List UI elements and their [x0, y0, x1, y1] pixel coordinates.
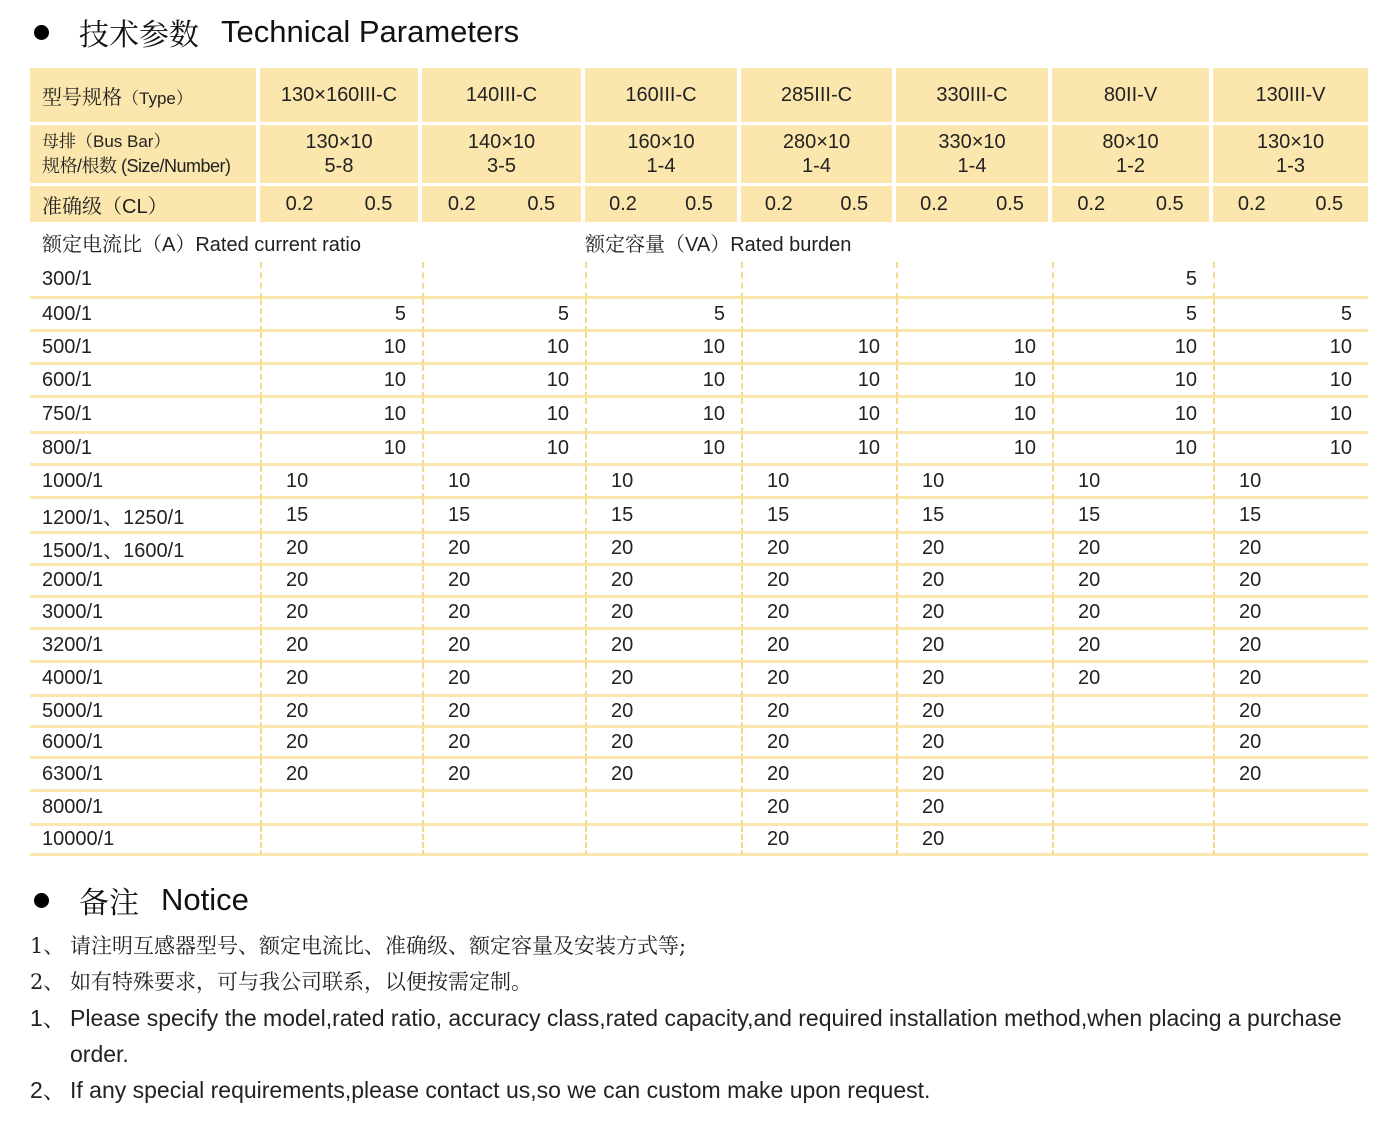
- burden-value: 10: [741, 434, 896, 466]
- burden-value: [422, 826, 585, 856]
- burden-value: 5: [585, 299, 741, 332]
- burden-value: 20: [422, 697, 585, 728]
- busbar-label: [30, 125, 260, 186]
- burden-value: 20: [1213, 759, 1368, 792]
- burden-value: 15: [260, 499, 422, 534]
- table-row: [30, 365, 1368, 398]
- busbar-cell: [260, 125, 422, 186]
- burden-value: 10: [1052, 332, 1213, 365]
- burden-value: 10: [585, 466, 741, 499]
- model-type: 140III-C: [422, 68, 585, 125]
- table-row: [30, 398, 1368, 434]
- table-row: [30, 826, 1368, 856]
- burden-value: [1213, 826, 1368, 856]
- technical-parameters-heading: [34, 10, 519, 54]
- cl-row: [30, 186, 1368, 222]
- rated-current-ratio-label: 额定电流比（A）Rated current ratio: [42, 233, 361, 256]
- model-type: 330III-C: [896, 68, 1052, 125]
- burden-value: 20: [585, 728, 741, 759]
- cl-value: 0.2: [447, 192, 476, 215]
- burden-value: 10: [1213, 466, 1368, 499]
- burden-value: 10: [896, 434, 1052, 466]
- cl-value: 0.2: [1237, 192, 1266, 215]
- burden-value: 10: [1213, 398, 1368, 434]
- cl-values: [260, 193, 418, 216]
- burden-value: 10: [260, 365, 422, 398]
- burden-value: 10: [422, 466, 585, 499]
- burden-value: 20: [896, 663, 1052, 697]
- model-type: 80II-V: [1052, 68, 1213, 125]
- busbar-row: [30, 125, 1368, 186]
- current-ratio: 3200/1: [30, 630, 260, 663]
- current-ratio: 4000/1: [30, 663, 260, 697]
- busbar-number: 1-3: [1276, 155, 1305, 177]
- model-type: 160III-C: [585, 68, 741, 125]
- burden-value: 20: [1213, 534, 1368, 566]
- cl-cell: [585, 186, 741, 222]
- note-number: 1、: [30, 1005, 66, 1031]
- burden-value: 20: [741, 534, 896, 566]
- cl-value: 0.2: [285, 192, 314, 215]
- burden-value: 20: [896, 792, 1052, 826]
- busbar-size: 280×10: [782, 131, 851, 153]
- type-label-cn: 型号规格: [42, 86, 122, 109]
- burden-value: 20: [422, 598, 585, 630]
- table-row: [30, 566, 1368, 598]
- burden-value: [1052, 697, 1213, 728]
- busbar-cell: [422, 125, 585, 186]
- model-type: 130III-V: [1213, 68, 1368, 125]
- burden-value: [1052, 826, 1213, 856]
- model-type: 130×160III-C: [260, 68, 422, 125]
- burden-value: 20: [422, 534, 585, 566]
- burden-value: 20: [1213, 630, 1368, 663]
- cl-value: 0.2: [920, 192, 948, 215]
- busbar-cell: [896, 125, 1052, 186]
- cl-cell: [896, 186, 1052, 222]
- burden-value: 10: [896, 332, 1052, 365]
- bullet-icon: [34, 25, 49, 40]
- burden-value: 10: [1052, 365, 1213, 398]
- type-row: [30, 68, 1368, 125]
- current-ratio: 750/1: [30, 398, 260, 434]
- current-ratio: 400/1: [30, 299, 260, 332]
- current-ratio: 600/1: [30, 365, 260, 398]
- bullet-icon: [34, 893, 49, 908]
- burden-value: 20: [896, 598, 1052, 630]
- burden-value: 20: [896, 534, 1052, 566]
- burden-value: [585, 792, 741, 826]
- burden-value: 10: [260, 434, 422, 466]
- burden-value: 20: [1052, 534, 1213, 566]
- burden-value: 20: [741, 792, 896, 826]
- cl-values: [1213, 193, 1368, 216]
- cl-values: [1052, 193, 1209, 216]
- burden-value: 20: [260, 663, 422, 697]
- current-ratio: 800/1: [30, 434, 260, 466]
- burden-value: 20: [896, 630, 1052, 663]
- burden-value: 10: [741, 398, 896, 434]
- notes-list: [30, 928, 1370, 1108]
- burden-value: [1213, 792, 1368, 826]
- burden-value: 20: [896, 826, 1052, 856]
- burden-value: 10: [260, 398, 422, 434]
- burden-value: [896, 262, 1052, 299]
- burden-value: [1052, 759, 1213, 792]
- burden-value: 20: [1213, 566, 1368, 598]
- burden-value: 20: [260, 566, 422, 598]
- current-ratio: 2000/1: [30, 566, 260, 598]
- burden-value: 20: [260, 598, 422, 630]
- note-item: [30, 964, 1370, 1000]
- busbar-label-line2: 规格/根数 (Size/Number): [42, 156, 231, 176]
- heading-cn: 备注: [79, 886, 139, 921]
- current-ratio: 5000/1: [30, 697, 260, 728]
- cl-values: [585, 193, 737, 216]
- cl-cell: [260, 186, 422, 222]
- burden-value: 20: [896, 759, 1052, 792]
- notice-heading: [34, 878, 249, 922]
- table-row: [30, 499, 1368, 534]
- busbar-number: 1-4: [802, 155, 831, 177]
- burden-value: 20: [896, 566, 1052, 598]
- burden-value: 5: [422, 299, 585, 332]
- burden-value: [260, 792, 422, 826]
- note-text: If any special requirements,please contact us,so we can custom make upon request.: [70, 1077, 931, 1103]
- burden-value: 20: [741, 728, 896, 759]
- current-ratio: 1200/1、1250/1: [30, 499, 260, 534]
- burden-value: 20: [1213, 598, 1368, 630]
- busbar-size: 330×10: [938, 131, 1006, 153]
- table-row: [30, 759, 1368, 792]
- busbar-size: 140×10: [467, 131, 536, 153]
- burden-value: 10: [1213, 332, 1368, 365]
- note-text: 如有特殊要求，可与我公司联系，以便按需定制。: [70, 970, 532, 994]
- burden-value: [1052, 792, 1213, 826]
- busbar-size: 160×10: [627, 131, 695, 153]
- heading-en: Notice: [161, 882, 249, 917]
- cl-value: 0.5: [996, 192, 1024, 215]
- note-number: 1、: [30, 934, 65, 958]
- table-row: [30, 534, 1368, 566]
- burden-value: 20: [896, 728, 1052, 759]
- burden-value: 10: [896, 466, 1052, 499]
- burden-value: 20: [1052, 566, 1213, 598]
- burden-value: 10: [585, 332, 741, 365]
- burden-value: 20: [1213, 728, 1368, 759]
- busbar-cell: [1052, 125, 1213, 186]
- cl-value: 0.5: [840, 192, 869, 215]
- burden-value: 10: [260, 466, 422, 499]
- burden-value: 15: [585, 499, 741, 534]
- current-ratio: 1000/1: [30, 466, 260, 499]
- burden-value: 15: [1213, 499, 1368, 534]
- burden-value: [422, 792, 585, 826]
- burden-value: 20: [422, 566, 585, 598]
- note-number: 2、: [30, 1077, 66, 1103]
- burden-value: 20: [741, 826, 896, 856]
- current-ratio: 3000/1: [30, 598, 260, 630]
- burden-value: [741, 262, 896, 299]
- burden-value: 20: [260, 534, 422, 566]
- burden-value: 20: [1052, 598, 1213, 630]
- type-label: [30, 68, 260, 125]
- burden-value: 10: [422, 434, 585, 466]
- burden-value: 10: [1213, 365, 1368, 398]
- burden-value: 20: [585, 759, 741, 792]
- burden-value: [260, 262, 422, 299]
- parameters-table: [30, 68, 1368, 856]
- table-row: [30, 697, 1368, 728]
- burden-value: [422, 262, 585, 299]
- cl-cell: [1052, 186, 1213, 222]
- burden-value: [585, 262, 741, 299]
- burden-value: 10: [741, 332, 896, 365]
- burden-value: [1213, 262, 1368, 299]
- busbar-size: 130×10: [1256, 131, 1325, 153]
- busbar-cell: [741, 125, 896, 186]
- burden-value: 20: [741, 663, 896, 697]
- burden-value: 5: [1052, 262, 1213, 299]
- burden-value: 20: [422, 630, 585, 663]
- type-label-en: （Type）: [122, 88, 193, 108]
- burden-value: 10: [1052, 434, 1213, 466]
- burden-value: 5: [1052, 299, 1213, 332]
- burden-value: 10: [422, 365, 585, 398]
- note-text: 请注明互感器型号、额定电流比、准确级、额定容量及安装方式等;: [70, 934, 687, 958]
- burden-value: 20: [260, 630, 422, 663]
- note-item: [30, 928, 1370, 964]
- table-row: [30, 262, 1368, 299]
- current-ratio: 6300/1: [30, 759, 260, 792]
- cl-label: 准确级（CL）: [30, 186, 260, 222]
- burden-value: 20: [1052, 663, 1213, 697]
- table-row: [30, 663, 1368, 697]
- model-type: 285III-C: [741, 68, 896, 125]
- note-item: [30, 1000, 1370, 1072]
- burden-value: 20: [422, 759, 585, 792]
- burden-value: 20: [585, 566, 741, 598]
- burden-value: 15: [896, 499, 1052, 534]
- burden-value: 5: [1213, 299, 1368, 332]
- burden-value: 10: [1213, 434, 1368, 466]
- burden-value: 10: [585, 398, 741, 434]
- burden-value: 20: [422, 663, 585, 697]
- busbar-number: 5-8: [324, 155, 354, 177]
- heading-cn: 技术参数: [79, 18, 199, 53]
- burden-value: 20: [741, 630, 896, 663]
- current-ratio: 1500/1、1600/1: [30, 534, 260, 566]
- burden-value: 20: [585, 534, 741, 566]
- burden-value: 10: [896, 365, 1052, 398]
- busbar-size: 130×10: [305, 131, 373, 153]
- burden-value: 20: [741, 598, 896, 630]
- table-row: [30, 728, 1368, 759]
- burden-value: 20: [422, 728, 585, 759]
- busbar-label-line1: 母排（Bus Bar）: [42, 132, 171, 151]
- burden-value: 20: [585, 630, 741, 663]
- cl-cell: [1213, 186, 1368, 222]
- table-row: [30, 434, 1368, 466]
- note-item: [30, 1072, 1370, 1108]
- note-text: Please specify the model,rated ratio, accuracy class,rated capacity,and required installation method,when placing a purchase order.: [70, 1005, 1342, 1067]
- table-row: [30, 332, 1368, 365]
- subheader-row: [30, 222, 1368, 262]
- busbar-number: 3-5: [487, 155, 516, 177]
- table-row: [30, 466, 1368, 499]
- burden-value: 10: [422, 398, 585, 434]
- burden-value: 5: [260, 299, 422, 332]
- burden-value: 20: [741, 697, 896, 728]
- cl-value: 0.5: [1155, 192, 1184, 215]
- burden-value: 20: [741, 566, 896, 598]
- heading-en: Technical Parameters: [221, 14, 520, 49]
- burden-value: 15: [422, 499, 585, 534]
- burden-value: [1052, 728, 1213, 759]
- busbar-number: 1-2: [1116, 155, 1145, 177]
- burden-value: 10: [741, 466, 896, 499]
- cl-value: 0.5: [364, 192, 393, 215]
- burden-value: 20: [260, 697, 422, 728]
- burden-value: 10: [585, 365, 741, 398]
- busbar-cell: [1213, 125, 1368, 186]
- burden-value: 10: [896, 398, 1052, 434]
- table-row: [30, 792, 1368, 826]
- cl-values: [896, 193, 1048, 216]
- current-ratio: 300/1: [30, 262, 260, 299]
- burden-value: [260, 826, 422, 856]
- burden-value: 20: [260, 759, 422, 792]
- current-ratio: 10000/1: [30, 826, 260, 856]
- cl-value: 0.2: [1077, 192, 1106, 215]
- burden-value: 20: [741, 759, 896, 792]
- busbar-cell: [585, 125, 741, 186]
- current-ratio: 6000/1: [30, 728, 260, 759]
- cl-values: [741, 193, 892, 216]
- burden-value: [896, 299, 1052, 332]
- cl-values: [422, 193, 581, 216]
- busbar-size: 80×10: [1102, 131, 1159, 153]
- burden-value: 20: [585, 598, 741, 630]
- burden-value: [585, 826, 741, 856]
- cl-value: 0.2: [764, 192, 793, 215]
- burden-value: 20: [585, 663, 741, 697]
- burden-value: 10: [585, 434, 741, 466]
- burden-value: 10: [1052, 398, 1213, 434]
- rated-burden-label: 额定容量（VA）Rated burden: [585, 233, 852, 256]
- cl-cell: [422, 186, 585, 222]
- burden-value: 20: [1213, 697, 1368, 728]
- burden-value: 20: [260, 728, 422, 759]
- cl-value: 0.2: [609, 192, 637, 215]
- cl-value: 0.5: [1315, 192, 1344, 215]
- cl-value: 0.5: [685, 192, 713, 215]
- cl-cell: [741, 186, 896, 222]
- burden-value: 20: [1052, 630, 1213, 663]
- current-ratio: 8000/1: [30, 792, 260, 826]
- burden-value: 20: [896, 697, 1052, 728]
- burden-value: 10: [422, 332, 585, 365]
- burden-value: 10: [1052, 466, 1213, 499]
- burden-value: 10: [741, 365, 896, 398]
- cl-value: 0.5: [527, 192, 556, 215]
- busbar-number: 1-4: [646, 155, 676, 177]
- burden-value: 15: [1052, 499, 1213, 534]
- burden-value: 20: [1213, 663, 1368, 697]
- burden-value: [741, 299, 896, 332]
- burden-value: 10: [260, 332, 422, 365]
- current-ratio: 500/1: [30, 332, 260, 365]
- table-row: [30, 299, 1368, 332]
- busbar-number: 1-4: [957, 155, 987, 177]
- table-row: [30, 630, 1368, 663]
- burden-value: 20: [585, 697, 741, 728]
- note-number: 2、: [30, 970, 65, 994]
- table-row: [30, 598, 1368, 630]
- burden-value: 15: [741, 499, 896, 534]
